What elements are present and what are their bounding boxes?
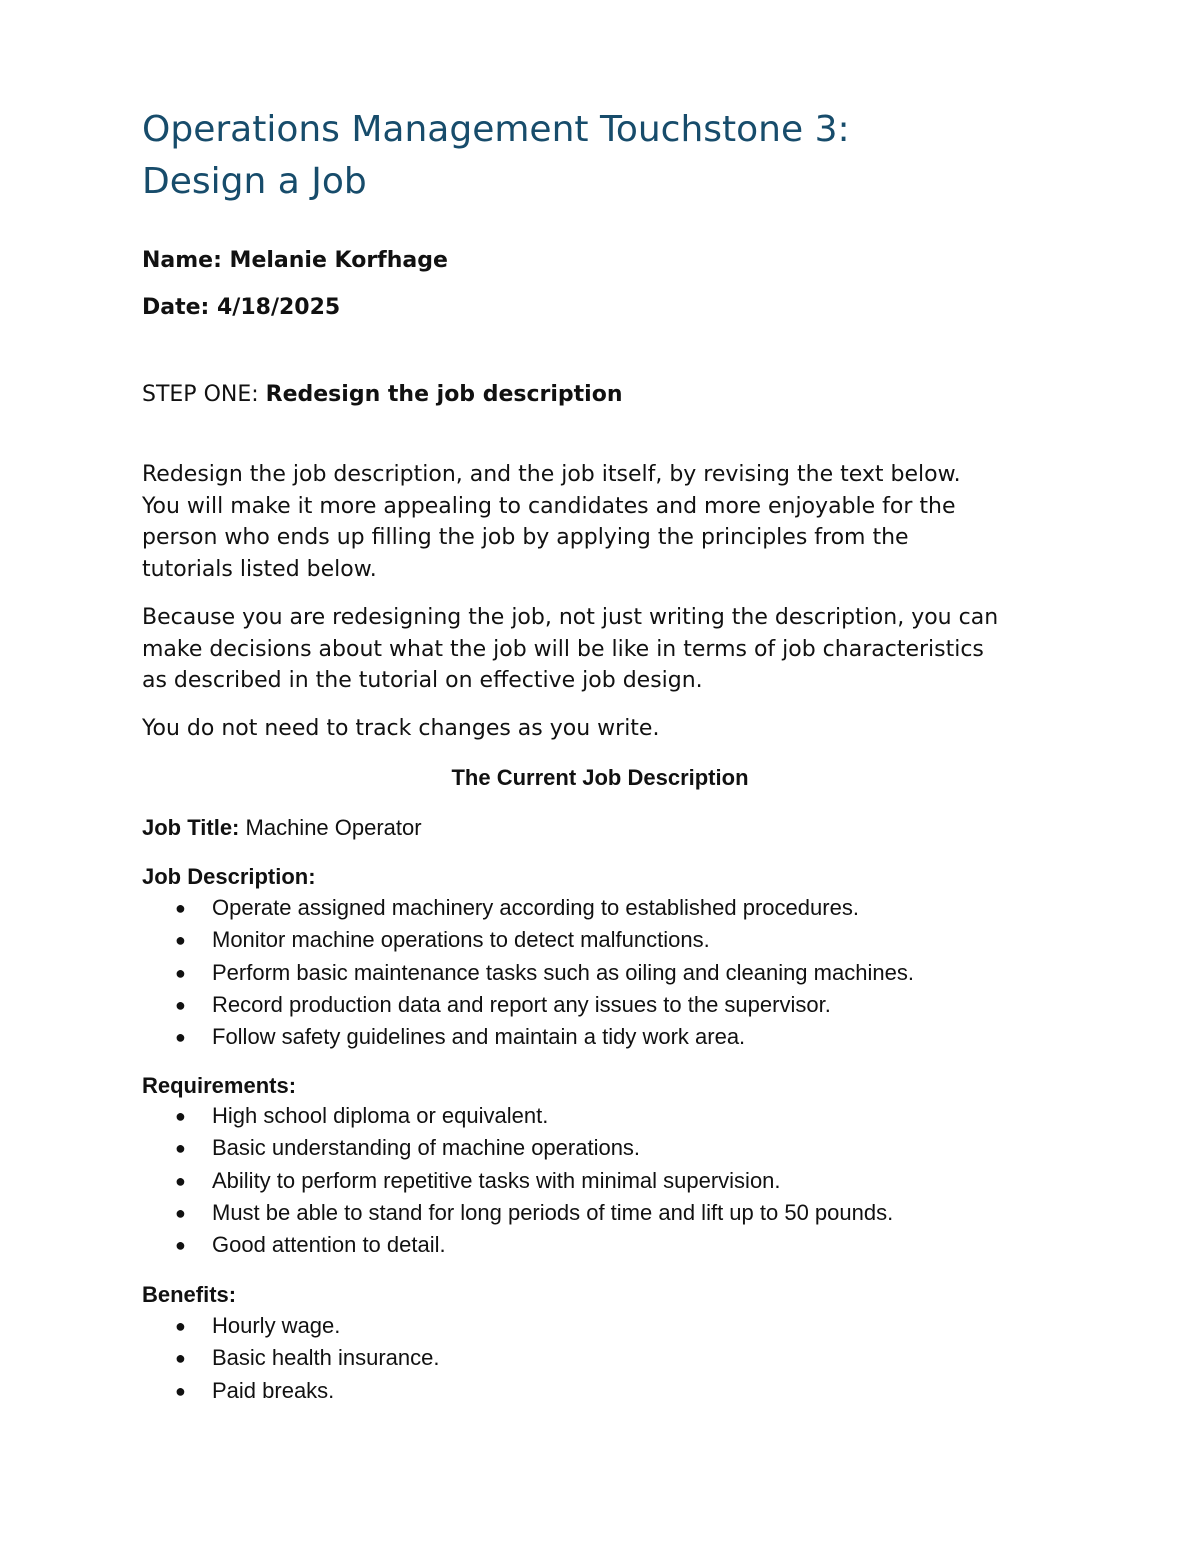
requirements-heading	[142, 1071, 296, 1101]
paragraph-line: person who ends up filling the job by applying the principles from the	[142, 525, 909, 550]
bullet-icon: ●	[175, 898, 186, 918]
list-item-text: Good attention to detail.	[212, 1232, 446, 1258]
list-item	[142, 1197, 893, 1229]
document-title-line-1: Operations Management Touchstone 3:	[142, 109, 850, 150]
list-item	[142, 924, 914, 956]
bullet-icon: ●	[175, 1316, 186, 1336]
instructions-paragraph-3	[142, 713, 1082, 745]
list-item	[142, 1132, 893, 1164]
list-item	[142, 1310, 439, 1342]
list-item	[142, 1342, 439, 1374]
list-item-text: Follow safety guidelines and maintain a tidy work area.	[212, 1024, 746, 1050]
list-item	[142, 1165, 893, 1197]
requirements-heading-text: Requirements:	[142, 1073, 297, 1098]
list-item	[142, 1375, 439, 1407]
bullet-icon: ●	[175, 1235, 186, 1256]
paragraph-line: You do not need to track changes as you write.	[142, 716, 660, 741]
list-item-text: High school diploma or equivalent.	[212, 1103, 549, 1128]
bullet-icon: ●	[175, 1380, 186, 1401]
list-item-text: Ability to perform repetitive tasks with minimal supervision.	[212, 1167, 781, 1193]
step-title: Redesign the job description	[265, 382, 623, 407]
bullet-icon: ●	[175, 1027, 186, 1048]
instructions-paragraph-2	[142, 602, 1082, 697]
bullet-icon: ●	[175, 994, 186, 1015]
job-title-label: Job Title:	[142, 815, 240, 840]
job-title-line	[142, 813, 422, 843]
job-title-value: Machine Operator	[239, 815, 422, 840]
list-item	[142, 1021, 914, 1053]
list-item-text: Monitor machine operations to detect malfunctions.	[212, 927, 710, 953]
benefits-heading-text: Benefits:	[142, 1282, 237, 1307]
list-item	[142, 1100, 893, 1132]
job-description-heading-text: Job Description:	[142, 864, 316, 889]
list-item-text: Hourly wage.	[212, 1313, 341, 1338]
paragraph-line: as described in the tutorial on effective job design.	[142, 668, 703, 693]
list-item	[142, 1229, 893, 1261]
student-name: Name: Melanie Korfhage	[142, 248, 448, 273]
list-item-text: Must be able to stand for long periods of time and lift up to 50 pounds.	[212, 1199, 894, 1225]
step-colon: :	[251, 382, 266, 407]
step-label: STEP ONE	[142, 382, 252, 407]
paragraph-line: make decisions about what the job will be like in terms of job characteristics	[142, 636, 984, 662]
list-item	[142, 892, 914, 924]
bullet-icon: ●	[175, 930, 186, 951]
list-item-text: Operate assigned machinery according to established procedures.	[212, 895, 859, 920]
instructions-paragraph-1	[142, 459, 1082, 585]
paragraph-line: You will make it more appealing to candidates and more enjoyable for the	[142, 493, 956, 519]
bullet-icon: ●	[175, 962, 186, 983]
requirements-list	[142, 1100, 893, 1261]
list-item-text: Record production data and report any issues to the supervisor.	[212, 991, 831, 1017]
current-job-description-heading: The Current Job Description	[451, 765, 749, 790]
list-item-text: Paid breaks.	[212, 1377, 335, 1403]
job-description-list	[142, 892, 914, 1053]
bullet-icon: ●	[175, 1170, 186, 1191]
paragraph-line: tutorials listed below.	[142, 556, 377, 582]
list-item	[142, 957, 914, 989]
bullet-icon: ●	[175, 1202, 186, 1223]
job-description-heading	[142, 862, 316, 892]
bullet-icon: ●	[175, 1348, 186, 1369]
list-item	[142, 989, 914, 1021]
paragraph-line: Redesign the job description, and the job itself, by revising the text below.	[142, 462, 961, 487]
list-item-text: Perform basic maintenance tasks such as oiling and cleaning machines.	[212, 959, 914, 985]
paragraph-line: Because you are redesigning the job, not just writing the description, you can	[142, 605, 999, 630]
bullet-icon: ●	[175, 1106, 186, 1126]
list-item-text: Basic understanding of machine operations.	[212, 1135, 641, 1161]
list-item-text: Basic health insurance.	[212, 1345, 440, 1371]
document-title-line-2: Design a Job	[142, 161, 367, 202]
step-one-heading	[142, 380, 623, 410]
benefits-list	[142, 1310, 439, 1407]
benefits-heading	[142, 1280, 236, 1310]
submission-date: Date: 4/18/2025	[142, 295, 341, 320]
bullet-icon: ●	[175, 1138, 186, 1159]
